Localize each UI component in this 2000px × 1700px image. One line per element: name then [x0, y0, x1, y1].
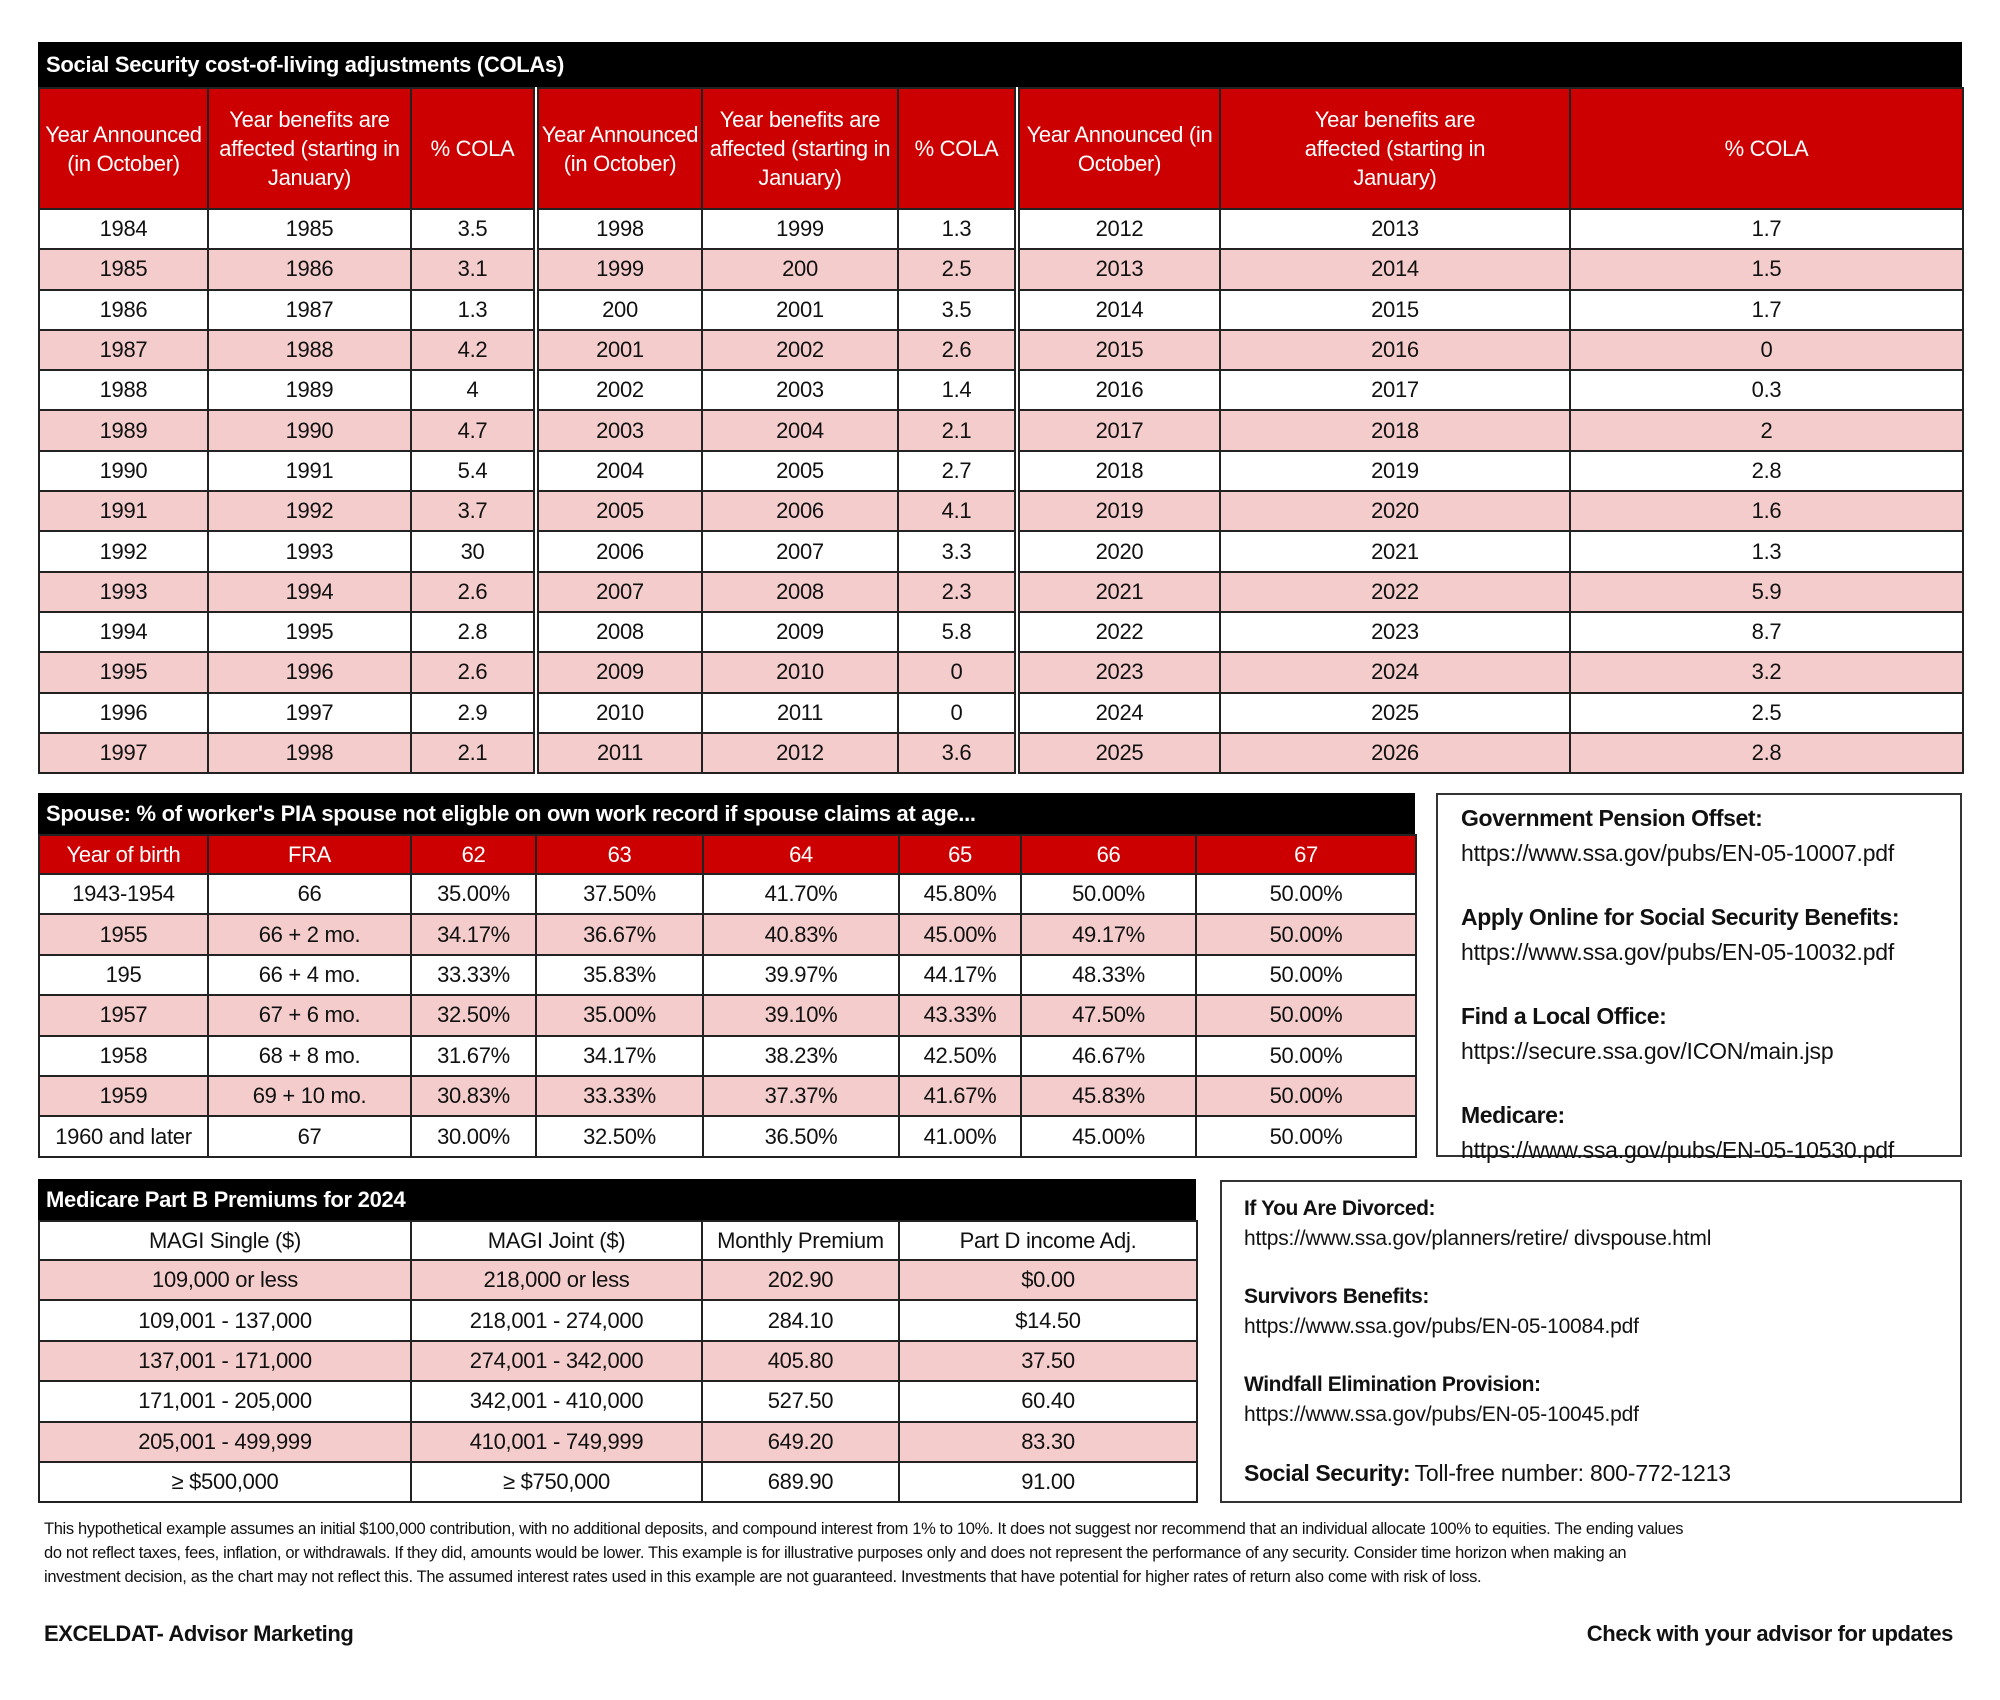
medicare-col-header: Monthly Premium: [702, 1221, 899, 1260]
resource-link[interactable]: https://www.ssa.gov/planners/retire/ divspouse.html: [1244, 1227, 1712, 1250]
medicare-table-row: [39, 1462, 1197, 1502]
spouse-cell: 50.00%: [1196, 1036, 1416, 1076]
spouse-cell: 50.00%: [1196, 955, 1416, 995]
cell-pct-cola: 3.1: [411, 249, 536, 289]
medicare-cell: $0.00: [899, 1260, 1197, 1300]
cell-year-affected: 2010: [702, 652, 898, 692]
cell-year-announced: 2002: [536, 370, 702, 410]
spouse-table-row: [39, 995, 1416, 1035]
cell-pct-cola: 8.7: [1570, 612, 1963, 652]
spouse-table-title: Spouse: % of worker's PIA spouse not eligble on own work record if spouse claims at age...: [38, 793, 1415, 834]
cola-table-row: [39, 370, 1963, 410]
cell-year-announced: 2004: [536, 451, 702, 491]
cell-year-announced: 2019: [1017, 491, 1220, 531]
cell-pct-cola: 0: [898, 652, 1017, 692]
medicare-cell: 109,001 - 137,000: [39, 1300, 411, 1340]
medicare-cell: 342,001 - 410,000: [411, 1381, 702, 1421]
spouse-cell: 39.97%: [703, 955, 899, 995]
cell-pct-cola: 4: [411, 370, 536, 410]
cell-year-announced: 2023: [1017, 652, 1220, 692]
spouse-cell: 1943-1954: [39, 874, 208, 914]
cell-pct-cola: 3.2: [1570, 652, 1963, 692]
cell-year-affected: 1991: [208, 451, 411, 491]
cell-year-affected: 2016: [1220, 330, 1570, 370]
cell-year-affected: 2018: [1220, 410, 1570, 450]
medicare-cell: 171,001 - 205,000: [39, 1381, 411, 1421]
cell-year-affected: 1996: [208, 652, 411, 692]
resource-label: Survivors Benefits:: [1244, 1285, 1429, 1308]
cell-year-affected: 2003: [702, 370, 898, 410]
cell-year-affected: 2019: [1220, 451, 1570, 491]
disclaimer-line: investment decision, as the chart may not reflect this. The assumed interest rates used in this example are not guaranteed. Investments that have potential for higher rates of return also come with risk of loss.: [44, 1568, 1482, 1586]
cell-year-announced: 2011: [536, 733, 702, 773]
medicare-cell: 218,001 - 274,000: [411, 1300, 702, 1340]
medicare-table-row: [39, 1341, 1197, 1381]
cola-table-row: [39, 491, 1963, 531]
spouse-cell: 30.00%: [411, 1116, 536, 1156]
cell-year-affected: 2002: [702, 330, 898, 370]
resource-label: Find a Local Office:: [1461, 1003, 1667, 1029]
cell-year-announced: 2025: [1017, 733, 1220, 773]
spouse-cell: 50.00%: [1021, 874, 1196, 914]
medicare-cell: 218,000 or less: [411, 1260, 702, 1300]
spouse-table-row: [39, 874, 1416, 914]
spouse-cell: 38.23%: [703, 1036, 899, 1076]
cell-year-announced: 1991: [39, 491, 208, 531]
cell-year-announced: 2021: [1017, 572, 1220, 612]
spouse-cell: 40.83%: [703, 914, 899, 954]
cell-pct-cola: 1.7: [1570, 290, 1963, 330]
spouse-table-row: [39, 1036, 1416, 1076]
resources-box-bottom: [1220, 1180, 1962, 1503]
cell-year-announced: 1996: [39, 693, 208, 733]
cell-pct-cola: 3.7: [411, 491, 536, 531]
cell-pct-cola: 3.3: [898, 531, 1017, 571]
cell-pct-cola: 4.1: [898, 491, 1017, 531]
cell-year-announced: 1990: [39, 451, 208, 491]
cola-table-row: [39, 693, 1963, 733]
medicare-table-row: [39, 1260, 1197, 1300]
cell-pct-cola: 4.2: [411, 330, 536, 370]
cell-year-announced: 2020: [1017, 531, 1220, 571]
medicare-cell: 284.10: [702, 1300, 899, 1340]
cell-pct-cola: 5.9: [1570, 572, 1963, 612]
col-header-pct-cola: % COLA: [411, 88, 536, 209]
spouse-cell: 50.00%: [1196, 914, 1416, 954]
medicare-cell: 37.50: [899, 1341, 1197, 1381]
medicare-cell: 137,001 - 171,000: [39, 1341, 411, 1381]
cola-table-row: [39, 652, 1963, 692]
cell-pct-cola: 2.8: [1570, 733, 1963, 773]
spouse-cell: 1958: [39, 1036, 208, 1076]
cell-pct-cola: 2.6: [898, 330, 1017, 370]
resource-link[interactable]: https://www.ssa.gov/pubs/EN-05-10530.pdf: [1461, 1137, 1895, 1163]
social-security-phone: [1244, 1460, 1731, 1487]
spouse-cell: 32.50%: [411, 995, 536, 1035]
spouse-cell: 41.67%: [899, 1076, 1021, 1116]
cell-year-affected: 1992: [208, 491, 411, 531]
spouse-cell: 33.33%: [411, 955, 536, 995]
spouse-cell: 36.67%: [536, 914, 703, 954]
cell-year-announced: 2005: [536, 491, 702, 531]
spouse-cell: 47.50%: [1021, 995, 1196, 1035]
cell-year-announced: 2014: [1017, 290, 1220, 330]
spouse-cell: 45.00%: [899, 914, 1021, 954]
cell-year-announced: 1997: [39, 733, 208, 773]
cell-year-announced: 2016: [1017, 370, 1220, 410]
cell-year-affected: 2007: [702, 531, 898, 571]
spouse-cell: 35.00%: [411, 874, 536, 914]
cell-pct-cola: 1.3: [1570, 531, 1963, 571]
cell-year-affected: 1988: [208, 330, 411, 370]
spouse-cell: 66 + 2 mo.: [208, 914, 411, 954]
spouse-cell: 66: [208, 874, 411, 914]
cell-year-affected: 2020: [1220, 491, 1570, 531]
cell-year-announced: 2024: [1017, 693, 1220, 733]
footer-brand: EXCELDAT- Advisor Marketing: [44, 1621, 354, 1646]
spouse-cell: 69 + 10 mo.: [208, 1076, 411, 1116]
cola-table-row: [39, 290, 1963, 330]
disclaimer-line: This hypothetical example assumes an initial $100,000 contribution, with no additional deposits, and compound interest from 1% to 10%. It does not suggest nor recommend that an individual allocate 100% to equities. The ending values: [44, 1520, 1684, 1538]
spouse-cell: 67 + 6 mo.: [208, 995, 411, 1035]
medicare-cell: ≥ $750,000: [411, 1462, 702, 1502]
cell-pct-cola: 2.8: [1570, 451, 1963, 491]
spouse-cell: 50.00%: [1196, 1076, 1416, 1116]
cell-year-affected: 2015: [1220, 290, 1570, 330]
cell-pct-cola: 0: [1570, 330, 1963, 370]
spouse-cell: 36.50%: [703, 1116, 899, 1156]
cell-year-affected: 2023: [1220, 612, 1570, 652]
medicare-cell: 83.30: [899, 1422, 1197, 1462]
cell-year-affected: 1995: [208, 612, 411, 652]
medicare-table-section: [38, 1179, 1196, 1503]
cell-pct-cola: 2.7: [898, 451, 1017, 491]
resource-link[interactable]: https://www.ssa.gov/pubs/EN-05-10045.pdf: [1244, 1403, 1639, 1426]
cell-year-announced: 1993: [39, 572, 208, 612]
spouse-cell: 45.83%: [1021, 1076, 1196, 1116]
cola-table-row: [39, 733, 1963, 773]
social-security-phone-number: Toll-free number: 800-772-1213: [1414, 1460, 1731, 1486]
spouse-cell: 30.83%: [411, 1076, 536, 1116]
medicare-cell: $14.50: [899, 1300, 1197, 1340]
spouse-cell: 41.70%: [703, 874, 899, 914]
cell-year-affected: 1998: [208, 733, 411, 773]
cell-pct-cola: 5.8: [898, 612, 1017, 652]
spouse-cell: 45.00%: [1021, 1116, 1196, 1156]
cell-year-affected: 2024: [1220, 652, 1570, 692]
medicare-table-row: [39, 1300, 1197, 1340]
cell-year-announced: 2009: [536, 652, 702, 692]
social-security-phone-label: Social Security:: [1244, 1460, 1411, 1486]
cell-year-affected: 1985: [208, 209, 411, 249]
cell-pct-cola: 1.4: [898, 370, 1017, 410]
cola-table: [38, 87, 1964, 774]
cell-year-affected: 2017: [1220, 370, 1570, 410]
cell-year-affected: 2009: [702, 612, 898, 652]
cell-year-announced: 200: [536, 290, 702, 330]
resources-box-top: [1436, 793, 1962, 1163]
spouse-cell: 1959: [39, 1076, 208, 1116]
col-header-year-affected: Year benefits are affected (starting in January): [702, 88, 898, 209]
medicare-table-row: [39, 1422, 1197, 1462]
cell-year-announced: 1989: [39, 410, 208, 450]
medicare-cell: 91.00: [899, 1462, 1197, 1502]
resource-label: Government Pension Offset:: [1461, 805, 1763, 831]
cell-pct-cola: 3.5: [411, 209, 536, 249]
cell-year-affected: 1990: [208, 410, 411, 450]
spouse-cell: 67: [208, 1116, 411, 1156]
cell-year-announced: 1987: [39, 330, 208, 370]
cell-pct-cola: 1.3: [898, 209, 1017, 249]
cell-year-announced: 2007: [536, 572, 702, 612]
cell-year-announced: 2018: [1017, 451, 1220, 491]
cola-table-row: [39, 572, 1963, 612]
medicare-cell: 109,000 or less: [39, 1260, 411, 1300]
spouse-table: [38, 834, 1417, 1158]
cell-year-affected: 1987: [208, 290, 411, 330]
spouse-cell: 31.67%: [411, 1036, 536, 1076]
cola-table-row: [39, 410, 1963, 450]
cell-year-affected: 1994: [208, 572, 411, 612]
cell-pct-cola: 3.5: [898, 290, 1017, 330]
resource-label: Apply Online for Social Security Benefits:: [1461, 904, 1900, 930]
cell-year-announced: 1984: [39, 209, 208, 249]
col-header-pct-cola: % COLA: [898, 88, 1017, 209]
col-header-year-announced: Year Announced (in October): [39, 88, 208, 209]
cell-year-announced: 1998: [536, 209, 702, 249]
spouse-table-row: [39, 914, 1416, 954]
medicare-cell: 202.90: [702, 1260, 899, 1300]
cell-pct-cola: 2.9: [411, 693, 536, 733]
medicare-table-row: [39, 1381, 1197, 1421]
col-header-pct-cola: % COLA: [1570, 88, 1963, 209]
cell-year-affected: 2004: [702, 410, 898, 450]
cell-year-affected: 2006: [702, 491, 898, 531]
spouse-cell: 34.17%: [411, 914, 536, 954]
cell-year-affected: 2021: [1220, 531, 1570, 571]
spouse-cell: 50.00%: [1196, 1116, 1416, 1156]
cola-table-row: [39, 531, 1963, 571]
spouse-cell: 50.00%: [1196, 874, 1416, 914]
cell-year-announced: 1992: [39, 531, 208, 571]
spouse-table-row: [39, 1116, 1416, 1156]
cell-year-affected: 2011: [702, 693, 898, 733]
cell-pct-cola: 2: [1570, 410, 1963, 450]
medicare-cell: 410,001 - 749,999: [411, 1422, 702, 1462]
spouse-cell: 35.83%: [536, 955, 703, 995]
cell-pct-cola: 2.5: [1570, 693, 1963, 733]
spouse-cell: 35.00%: [536, 995, 703, 1035]
cell-year-affected: 2001: [702, 290, 898, 330]
spouse-cell: 42.50%: [899, 1036, 1021, 1076]
cell-year-affected: 2012: [702, 733, 898, 773]
resource-link[interactable]: https://www.ssa.gov/pubs/EN-05-10032.pdf: [1461, 939, 1895, 965]
cell-year-announced: 1988: [39, 370, 208, 410]
cell-pct-cola: 2.6: [411, 572, 536, 612]
spouse-cell: 66 + 4 mo.: [208, 955, 411, 995]
disclaimer-line: do not reflect taxes, fees, inflation, or withdrawals. If they did, amounts would be lower. This example is for illustrative purposes only and does not represent the performance of any security. Consider time horizon when making an: [44, 1544, 1627, 1562]
col-header-year-announced: Year Announced (in October): [536, 88, 702, 209]
cell-pct-cola: 4.7: [411, 410, 536, 450]
footer-advisor-note: Check with your advisor for updates: [1586, 1621, 1953, 1646]
medicare-table: [38, 1220, 1198, 1503]
cell-pct-cola: 2.8: [411, 612, 536, 652]
spouse-cell: 195: [39, 955, 208, 995]
cell-year-announced: 2022: [1017, 612, 1220, 652]
spouse-col-header: 63: [536, 835, 703, 874]
cell-pct-cola: 2.5: [898, 249, 1017, 289]
cell-year-affected: 1993: [208, 531, 411, 571]
cell-year-affected: 2013: [1220, 209, 1570, 249]
spouse-table-section: [38, 793, 1415, 1158]
cola-table-section: [38, 42, 1962, 774]
spouse-col-header: 67: [1196, 835, 1416, 874]
spouse-cell: 33.33%: [536, 1076, 703, 1116]
cell-year-announced: 1999: [536, 249, 702, 289]
col-header-year-affected: Year benefits are affected (starting in January): [208, 88, 411, 209]
cell-pct-cola: 30: [411, 531, 536, 571]
cola-table-title: Social Security cost-of-living adjustments (COLAs): [38, 42, 1962, 87]
cell-year-announced: 2013: [1017, 249, 1220, 289]
cell-year-announced: 1985: [39, 249, 208, 289]
cell-year-affected: 200: [702, 249, 898, 289]
col-header-year-announced: Year Announced (in October): [1017, 88, 1220, 209]
cell-year-affected: 1986: [208, 249, 411, 289]
medicare-table-title: Medicare Part B Premiums for 2024: [38, 1179, 1196, 1220]
spouse-cell: 50.00%: [1196, 995, 1416, 1035]
cell-pct-cola: 2.6: [411, 652, 536, 692]
cell-year-affected: 1999: [702, 209, 898, 249]
cell-year-affected: 2005: [702, 451, 898, 491]
cell-pct-cola: 1.5: [1570, 249, 1963, 289]
cell-year-announced: 2008: [536, 612, 702, 652]
cell-year-announced: 2001: [536, 330, 702, 370]
spouse-col-header: 65: [899, 835, 1021, 874]
spouse-cell: 44.17%: [899, 955, 1021, 995]
medicare-col-header: MAGI Joint ($): [411, 1221, 702, 1260]
cell-pct-cola: 2.1: [898, 410, 1017, 450]
cola-table-row: [39, 249, 1963, 289]
cola-table-row: [39, 209, 1963, 249]
spouse-cell: 48.33%: [1021, 955, 1196, 995]
cell-year-affected: 1997: [208, 693, 411, 733]
spouse-cell: 49.17%: [1021, 914, 1196, 954]
spouse-cell: 43.33%: [899, 995, 1021, 1035]
cell-pct-cola: 5.4: [411, 451, 536, 491]
medicare-col-header: Part D income Adj.: [899, 1221, 1197, 1260]
cell-year-affected: 1989: [208, 370, 411, 410]
medicare-cell: 405.80: [702, 1341, 899, 1381]
cell-year-announced: 2010: [536, 693, 702, 733]
cola-table-row: [39, 451, 1963, 491]
cola-table-row: [39, 330, 1963, 370]
medicare-cell: 205,001 - 499,999: [39, 1422, 411, 1462]
cell-pct-cola: 3.6: [898, 733, 1017, 773]
cell-year-affected: 2025: [1220, 693, 1570, 733]
resource-label: Windfall Elimination Provision:: [1244, 1373, 1541, 1396]
spouse-cell: 34.17%: [536, 1036, 703, 1076]
medicare-cell: 274,001 - 342,000: [411, 1341, 702, 1381]
spouse-cell: 41.00%: [899, 1116, 1021, 1156]
cell-pct-cola: 2.1: [411, 733, 536, 773]
cell-year-announced: 1995: [39, 652, 208, 692]
medicare-cell: 60.40: [899, 1381, 1197, 1421]
medicare-cell: 689.90: [702, 1462, 899, 1502]
spouse-col-header: 64: [703, 835, 899, 874]
medicare-cell: ≥ $500,000: [39, 1462, 411, 1502]
spouse-table-row: [39, 955, 1416, 995]
cell-pct-cola: 0: [898, 693, 1017, 733]
resource-link[interactable]: https://secure.ssa.gov/ICON/main.jsp: [1461, 1038, 1834, 1064]
spouse-cell: 1957: [39, 995, 208, 1035]
resource-link[interactable]: https://www.ssa.gov/pubs/EN-05-10084.pdf: [1244, 1315, 1639, 1338]
cell-year-announced: 1986: [39, 290, 208, 330]
cell-year-announced: 2015: [1017, 330, 1220, 370]
spouse-cell: 32.50%: [536, 1116, 703, 1156]
cell-year-announced: 2012: [1017, 209, 1220, 249]
cell-year-affected: 2008: [702, 572, 898, 612]
spouse-cell: 1955: [39, 914, 208, 954]
spouse-cell: 68 + 8 mo.: [208, 1036, 411, 1076]
spouse-cell: 37.37%: [703, 1076, 899, 1116]
medicare-cell: 527.50: [702, 1381, 899, 1421]
spouse-col-header: 62: [411, 835, 536, 874]
cell-year-announced: 2006: [536, 531, 702, 571]
spouse-col-header: FRA: [208, 835, 411, 874]
spouse-table-row: [39, 1076, 1416, 1116]
cell-pct-cola: 1.6: [1570, 491, 1963, 531]
spouse-cell: 46.67%: [1021, 1036, 1196, 1076]
cola-table-row: [39, 612, 1963, 652]
spouse-col-header: 66: [1021, 835, 1196, 874]
spouse-cell: 45.80%: [899, 874, 1021, 914]
resource-label: If You Are Divorced:: [1244, 1197, 1436, 1220]
spouse-col-header: Year of birth: [39, 835, 208, 874]
cell-pct-cola: 1.3: [411, 290, 536, 330]
spouse-cell: 37.50%: [536, 874, 703, 914]
cell-year-affected: 2022: [1220, 572, 1570, 612]
medicare-cell: 649.20: [702, 1422, 899, 1462]
cell-year-announced: 1994: [39, 612, 208, 652]
cell-year-affected: 2014: [1220, 249, 1570, 289]
cell-pct-cola: 2.3: [898, 572, 1017, 612]
cell-year-announced: 2017: [1017, 410, 1220, 450]
medicare-col-header: MAGI Single ($): [39, 1221, 411, 1260]
spouse-cell: 39.10%: [703, 995, 899, 1035]
resource-label: Medicare:: [1461, 1102, 1565, 1128]
resource-link[interactable]: https://www.ssa.gov/pubs/EN-05-10007.pdf: [1461, 840, 1895, 866]
cell-year-affected: 2026: [1220, 733, 1570, 773]
cell-pct-cola: 0.3: [1570, 370, 1963, 410]
cell-pct-cola: 1.7: [1570, 209, 1963, 249]
cell-year-announced: 2003: [536, 410, 702, 450]
spouse-cell: 1960 and later: [39, 1116, 208, 1156]
col-header-year-affected: Year benefits are affected (starting in January): [1220, 88, 1570, 209]
